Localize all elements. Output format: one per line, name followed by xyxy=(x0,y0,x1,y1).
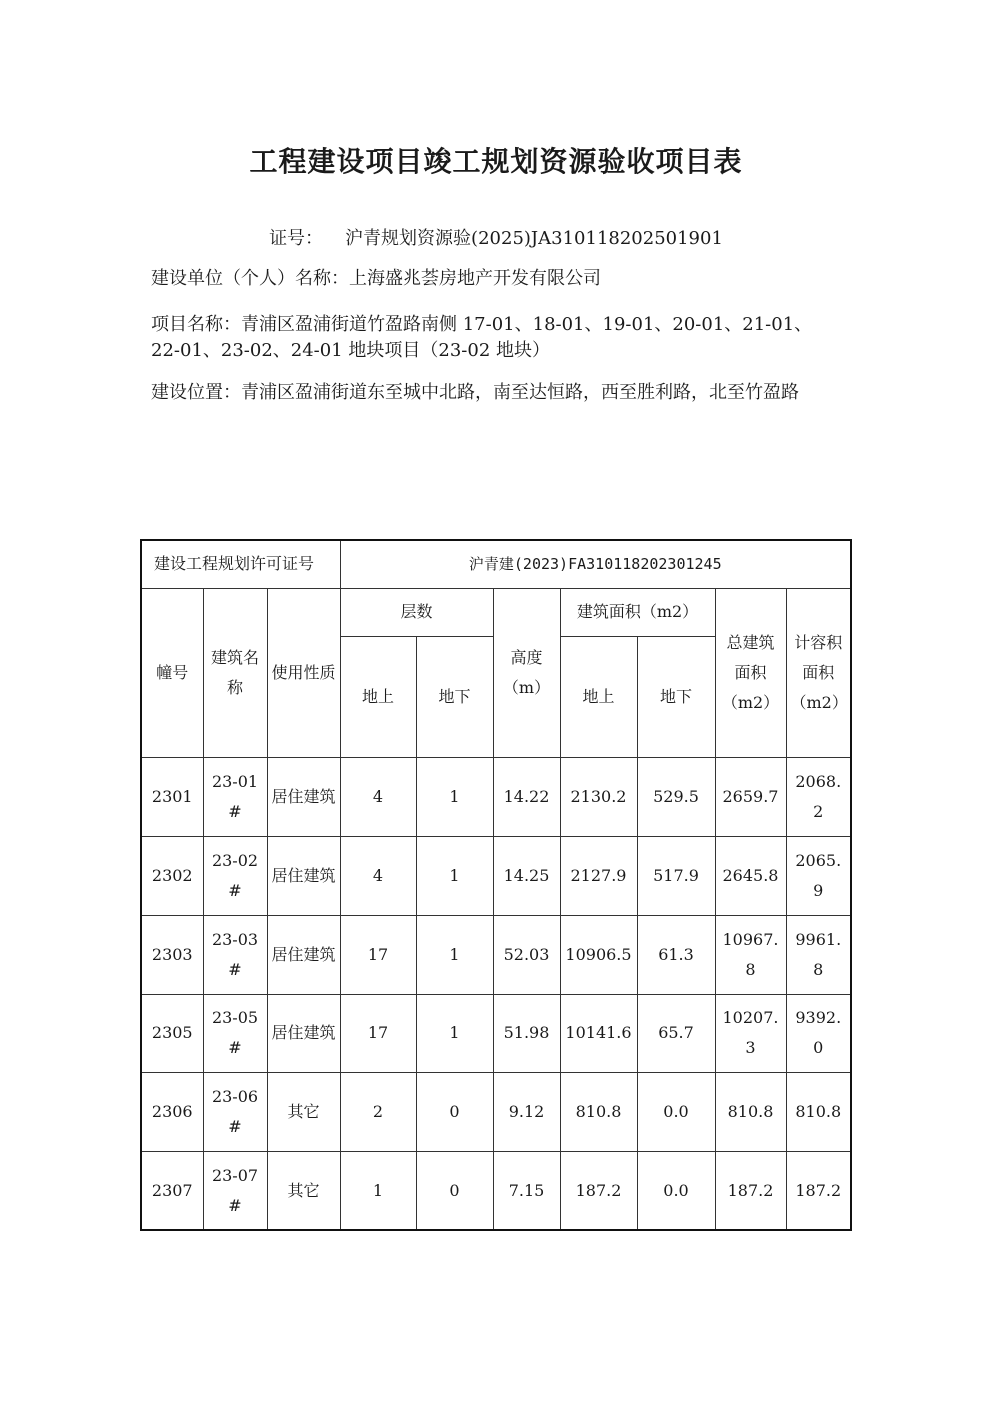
cell-area-below: 61.3 xyxy=(637,915,715,994)
header-height: 高度（m） xyxy=(493,588,560,757)
builder-value: 上海盛兆荟房地产开发有限公司 xyxy=(349,268,601,289)
cell-floors-above: 17 xyxy=(340,915,416,994)
certificate-value: 沪青规划资源验(2025)JA310118202501901 xyxy=(345,228,723,249)
table-row xyxy=(141,1072,851,1151)
header-usage: 使用性质 xyxy=(267,588,340,757)
cell-usage: 居住建筑 xyxy=(267,837,340,915)
cell-height: 52.03 xyxy=(493,915,560,994)
cell-total-area: 810.8 xyxy=(715,1072,786,1151)
cell-total-area: 2645.8 xyxy=(715,837,786,915)
cell-building-name: 23-05# xyxy=(203,994,267,1072)
cell-area-above: 10141.6 xyxy=(560,994,637,1072)
cell-height: 14.25 xyxy=(493,837,560,915)
header-far-area: 计容积面积（m2） xyxy=(786,588,851,757)
cell-height: 14.22 xyxy=(493,758,560,837)
cell-area-above: 810.8 xyxy=(560,1072,637,1151)
cell-building-no: 2301 xyxy=(141,758,203,837)
header-building-no: 幢号 xyxy=(141,588,203,757)
cell-usage: 其它 xyxy=(267,1072,340,1151)
cell-usage: 居住建筑 xyxy=(267,915,340,994)
cell-building-no: 2306 xyxy=(141,1072,203,1151)
cell-area-above: 187.2 xyxy=(560,1152,637,1230)
permit-value: 沪青建(2023)FA310118202301245 xyxy=(340,540,851,588)
cell-building-name: 23-07# xyxy=(203,1152,267,1230)
cell-total-area: 2659.7 xyxy=(715,758,786,837)
cell-area-below: 529.5 xyxy=(637,758,715,837)
cell-far-area: 810.8 xyxy=(786,1072,851,1151)
location-line xyxy=(151,380,841,406)
cell-floors-above: 17 xyxy=(340,994,416,1072)
cell-usage: 居住建筑 xyxy=(267,758,340,837)
header-floors: 层数 xyxy=(340,588,493,636)
permit-label: 建设工程规划许可证号 xyxy=(141,540,340,588)
header-area: 建筑面积（m2） xyxy=(560,588,715,636)
cell-floors-below: 1 xyxy=(416,837,493,915)
header-floors-above: 地上 xyxy=(340,636,416,757)
table-row xyxy=(141,1152,851,1230)
header-building-name: 建筑名称 xyxy=(203,588,267,757)
cell-area-above: 2127.9 xyxy=(560,837,637,915)
header-area-below: 地下 xyxy=(637,636,715,757)
cell-height: 7.15 xyxy=(493,1152,560,1230)
builder-line xyxy=(151,266,841,292)
cell-building-name: 23-06# xyxy=(203,1072,267,1151)
cell-floors-above: 4 xyxy=(340,837,416,915)
cell-building-name: 23-03# xyxy=(203,915,267,994)
cell-building-no: 2302 xyxy=(141,837,203,915)
certificate-number xyxy=(0,224,992,250)
header-total-area: 总建筑面积（m2） xyxy=(715,588,786,757)
cell-floors-above: 1 xyxy=(340,1152,416,1230)
cell-height: 9.12 xyxy=(493,1072,560,1151)
builder-label: 建设单位（个人）名称： xyxy=(151,268,349,289)
cell-floors-below: 1 xyxy=(416,994,493,1072)
cell-area-below: 65.7 xyxy=(637,994,715,1072)
cell-floors-below: 1 xyxy=(416,758,493,837)
header-area-above: 地上 xyxy=(560,636,637,757)
certificate-label: 证号： xyxy=(269,228,324,249)
project-line xyxy=(151,312,841,364)
project-value: 青浦区盈浦街道竹盈路南侧 17-01、18-01、19-01、20-01、21-01、22-01、23-02、24-01 地块项目（23-02 地块） xyxy=(151,314,813,361)
table-row xyxy=(141,837,851,915)
header-floors-below: 地下 xyxy=(416,636,493,757)
cell-floors-below: 0 xyxy=(416,1152,493,1230)
cell-floors-below: 0 xyxy=(416,1072,493,1151)
cell-building-no: 2307 xyxy=(141,1152,203,1230)
cell-area-above: 10906.5 xyxy=(560,915,637,994)
page-title: 工程建设项目竣工规划资源验收项目表 xyxy=(249,145,743,178)
acceptance-table xyxy=(140,539,852,1231)
cell-area-below: 0.0 xyxy=(637,1072,715,1151)
cell-floors-above: 2 xyxy=(340,1072,416,1151)
cell-far-area: 9392.0 xyxy=(786,994,851,1072)
cell-total-area: 10207.3 xyxy=(715,994,786,1072)
cell-area-below: 517.9 xyxy=(637,837,715,915)
cell-total-area: 187.2 xyxy=(715,1152,786,1230)
cell-building-name: 23-02# xyxy=(203,837,267,915)
cell-far-area: 187.2 xyxy=(786,1152,851,1230)
table-row xyxy=(141,758,851,837)
cell-total-area: 10967.8 xyxy=(715,915,786,994)
table-row xyxy=(141,994,851,1072)
cell-usage: 居住建筑 xyxy=(267,994,340,1072)
cell-building-no: 2305 xyxy=(141,994,203,1072)
location-value: 青浦区盈浦街道东至城中北路，南至达恒路，西至胜利路，北至竹盈路 xyxy=(241,382,799,403)
cell-floors-below: 1 xyxy=(416,915,493,994)
cell-building-name: 23-01# xyxy=(203,758,267,837)
cell-area-above: 2130.2 xyxy=(560,758,637,837)
cell-floors-above: 4 xyxy=(340,758,416,837)
cell-area-below: 0.0 xyxy=(637,1152,715,1230)
cell-far-area: 2068.2 xyxy=(786,758,851,837)
cell-far-area: 9961.8 xyxy=(786,915,851,994)
cell-building-no: 2303 xyxy=(141,915,203,994)
table-row xyxy=(141,915,851,994)
cell-height: 51.98 xyxy=(493,994,560,1072)
cell-usage: 其它 xyxy=(267,1152,340,1230)
location-label: 建设位置： xyxy=(151,382,241,403)
project-label: 项目名称： xyxy=(151,314,241,335)
cell-far-area: 2065.9 xyxy=(786,837,851,915)
